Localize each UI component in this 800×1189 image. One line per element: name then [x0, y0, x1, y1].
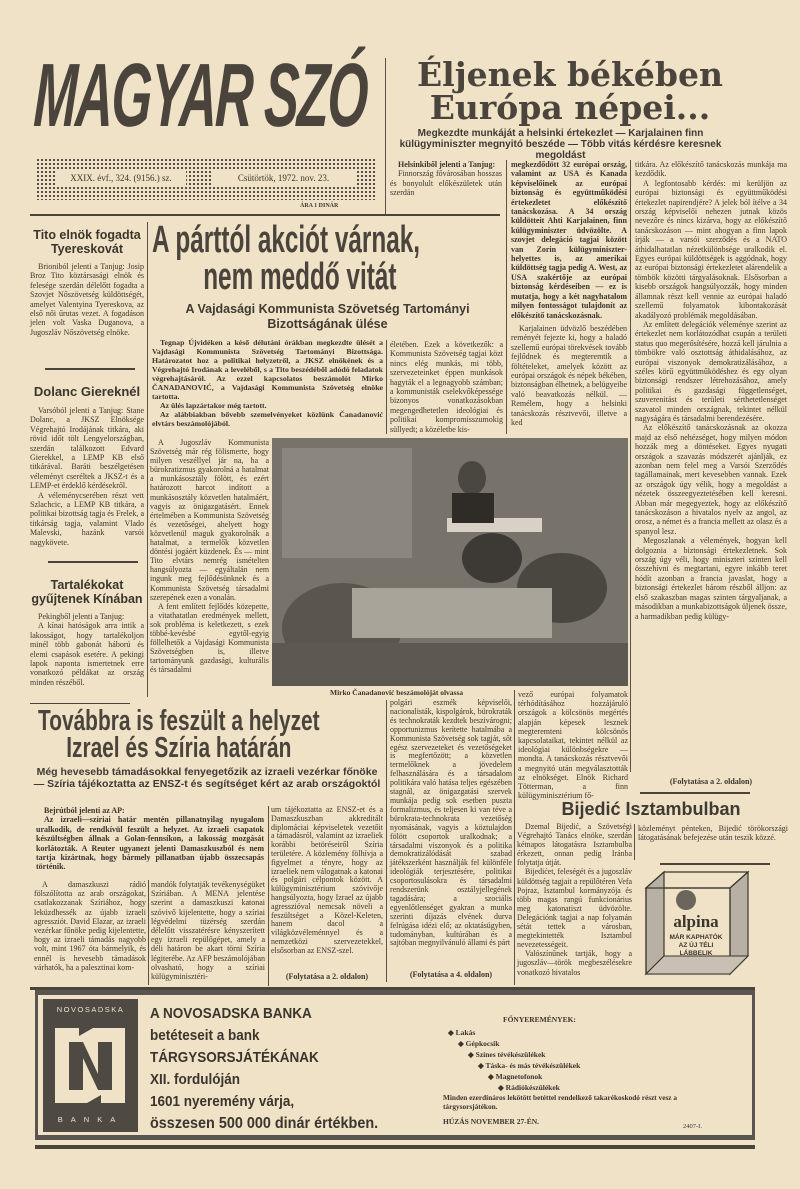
paragraph: um tájékoztatta az ENSZ-et és a Damaszkuszban akkreditált diplomáciai képviseletek vezetőit a támadásról, valamint az izraeliek korábbi betöréseiről Szíria területére. A közlemény fölhívja a figyelmet a tényre, hogy az izraeliek nem válogatnak a katonai és polgári célpontok között. A külügyminisztérium szóvivője hangsúlyozta, hogy Izrael az újabb agresszióval nemcsak növeli a feszültséget a Közel-Keleten, hanem dacol a világközvéleménnyel és a nemzetközi szervezetekkel, elsősorban az ENSZ-szel. — [271, 805, 383, 955]
column-rule — [386, 340, 387, 434]
paragraph: Megoszlanak a vélemények, hogyan kell dolgoznia a biztonsági értekezletnek. Sok ország úgy véli, hogy miniszteri szinten kell összehívni és megtartani, egyre inkább teret hódít azonban a francia javaslat, hogy a biztonsági értekezlet három részből álljon: az első szakaszban magas szinten tárgyaljanak, a másodikban a munkabizottságok üljenek össze, a harmadikban pedig külügy- — [635, 536, 787, 621]
ad-line: XII. fordulóján — [150, 1071, 240, 1088]
israel-headline — [38, 705, 320, 764]
paragraph: Varsóból jelenti a Tanjug: Stane Dolanc, a JKSZ Elnöksége Végrehajtó Irodájának titkára, aki rövid időt tölt Lengyelországban, szerdán találkozott Edvard Gierekkel, a LEMP KB első titkárával. Baráti beszélgetésen véleményt cseréltek a JKSZ-t és a LEMP-et érdeklő kérdésekről. — [30, 406, 144, 491]
helsinki-col4 — [518, 690, 628, 801]
prize-item: ◆ Táska- és más tévékészülékek — [478, 1061, 581, 1070]
issue-number: XXIX. évf., 324. (9156.) sz. — [56, 169, 186, 187]
prize-item: ◆ Magnetofonok — [488, 1072, 543, 1081]
prize-item: ◆ Rádiókészülékek — [498, 1083, 560, 1092]
column-rule — [147, 222, 148, 697]
vajdasag-col-a — [150, 438, 269, 700]
paragraph: Finnország fővárosában hosszas és bonyolult előkészületek után szerdán — [390, 169, 502, 198]
ad-code: 2407-I. — [683, 1123, 702, 1130]
column-rule — [148, 880, 149, 985]
paragraph: A Jugoszláv Kommunista Szövetség már rég fölismerte, hogy milyen veszéllyel jár na, ha a bürokratizmus gyakorolná a hatalmat a munkásosztály fölött, és ezért határozott harcot indított a munkásosztály közvetlen hatalmáért, vagyis az önigazgatásért. Ennek értelmében a Kommunista Szövetség és vezetőségei, ahelyett hogy közvetlenül maguk gyakorolnák a hatalmat, a termelők közvetlen döntési jogáért küzdenek. És — mint Tito elvtárs nemrég ismételten hangsúlyozta — egyáltalán nem ingunk meg fejlődésünknek és a Kommunista Szövetség társadalmi szerepének ezen a vonalán. — [150, 438, 269, 602]
paragraph: vező európai folyamatok térhódításához hozzájáruló országok a kölcsönös megértés alapján képesek lesznek megteremteni kölcsönös kapcsolataikat, tekintet nélkül az ideológiai különbségekre — mondta. A tanácskozás résztvevői a megnyitó után megválasztották az elnökséget. Elnök Richard Tötterman, a finn külügyminisztérium fő- — [518, 690, 628, 801]
israel-col2 — [151, 880, 265, 986]
china-headline: Tartalékokat gyűjtenek Kínában — [31, 578, 143, 606]
dateline: Pekingből jelenti a Tanjug: — [38, 612, 125, 621]
paragraph: Az izraeli—szíriai határ mentén pillanatnyilag nyugalom uralkodik, de rendkívül feszült a helyzet. Az izraeli csapatok készültségben állnak a Golan-fennsíkon, a lakosság mozgását korlátozták. A Reuter ugyanezt jelenti Damaszkuszból és nem tartja kizártnak, hogy bármely pillanatban újabb összecsapás történik. — [36, 815, 264, 872]
prize-label: Színes tévékészülékek — [475, 1050, 546, 1059]
price: ÁRA 1 DINÁR — [300, 203, 339, 209]
ad-line: A NOVOSADSKA BANKA — [150, 1005, 312, 1022]
prize-label: Rádiókészülékek — [505, 1083, 560, 1092]
prize-item: ◆ Lakás — [448, 1028, 476, 1037]
headline-line: Továbbra is feszült a helyzet — [38, 705, 320, 737]
china-body — [30, 612, 144, 698]
divider — [640, 792, 750, 794]
bijedic-col2 — [638, 824, 788, 860]
paragraph: A kínai hatóságok arra intik a lakosságot, hogy tartalékoljon minél több gabonát háború és elemi csapások esetére. A pekingi lapok naponta ismertetnek erre vonatkozó példákat az ország minden részéből. — [30, 621, 144, 687]
vajdasag-col-b — [390, 340, 503, 434]
bank-note: Minden ezerdináros lekötött betéttel rendelkező takarékoskodó részt vesz a tárgysorsjátékon. — [443, 1093, 677, 1111]
divider — [385, 58, 386, 216]
vajdasag-lead — [152, 338, 383, 436]
column-rule — [268, 806, 269, 986]
prize-label: Magnetofonok — [495, 1072, 543, 1081]
paragraph: életében. Ezek a következők: a Kommunista Szövetség tagjai közt nincs elég munkás, mi több, szervezeteinket éppen munkások hagyták el a legnagyobb számban; a kommunisták cselekvőképessége bizonyos vonatkozásokban megengedhetetlen ideológiai és politikai kompromisszumokig süllyedt; a közéletbe kis- — [390, 340, 503, 434]
divider — [48, 561, 138, 563]
ad-line: betéteseit a bank — [150, 1027, 260, 1044]
paragraph: közleményt pénteken, Bijedić törökországi látogatásának befejezése után teszik közzé. — [638, 824, 788, 843]
helsinki-headline — [400, 55, 740, 127]
paragraph: A legfontosabb kérdés: mi kerüljön az európai biztonsági és együttműködési értekezlet napirendjére? A jelek ból ítélve a 34 ország képviselői nehezen jutnak közös nevezőre és nincs kizárva, hogy az előkészítő tanácskozáson — mint ahogyan a finn lapok írják — a varsói szerződés és a NATO áthidalhatatlan nézetkülönbsége uralkodik el. Egyes európai küldöttségek is aggódnak, hogy az európai biztonsági értekezletet alárendelik a tömbök közötti tárgyalásoknak. Elsősorban a kisebb országok hangsúlyozzák, hogy minden államnak részt kell vennie az európai haladó szellemű folyamatok kibontakozását akadályozó problémák megoldásában. — [635, 178, 787, 320]
paragraph: Dzemal Bijedić, a Szövetségi Végrehajtó Tanács elnöke, szerdán kétnapos látogatásra Isztambulba érkezett, onnan pedig Iránba folytatja útját. — [517, 822, 632, 868]
bank-ad-text — [150, 1003, 378, 1135]
tagline-line: MÁR KAPHATÓK — [669, 934, 723, 941]
helsinki-col1 — [390, 160, 502, 204]
prizes-list — [448, 1027, 580, 1093]
headline-line: Izrael és Szíria határán — [66, 732, 292, 764]
column-rule — [386, 700, 387, 982]
dolanc-headline: Dolanc Giereknél — [33, 384, 141, 399]
dateline: Helsinkiből jelenti a Tanjug: — [398, 160, 496, 169]
vajdasag-subhead: A Vajdasági Kommunista Szövetség Tartományi Bizottságának ülése — [185, 302, 470, 331]
continued-note: (Folytatása a 4. oldalon) — [409, 970, 493, 979]
headline-line: A párttól akciót várnak, — [152, 219, 421, 261]
masthead-logo: MAGYAR SZÓ — [32, 46, 369, 146]
prize-item: ◆ Gépkocsik — [458, 1039, 500, 1048]
israel-subhead: Még hevesebb támadásokkal fenyegetőzik az izraeli vezérkar főnöke — Szíria tájékoztatta az ENSZ-t és segítséget kért az arab országoktól — [33, 766, 381, 790]
helsinki-col2 — [511, 160, 627, 436]
prize-label: Táska- és más tévékészülékek — [485, 1061, 581, 1070]
photo-caption: Mirko Čanadanović beszámolóját olvassa — [330, 688, 464, 697]
paragraph: A fent említett fejlődés közepette, a vitathatatlan eredmények mellett, sok probléma is keletkezett, s ezek többé-kevésbé egytől-egyig föllelhetők a Vajdasági Kommunista Szövetségben is, illetve tartományunk gazdasági, kulturális és társadalmi — [150, 601, 269, 675]
divider — [30, 214, 500, 216]
paragraph: Az ülés lapzártakor még tartott. — [160, 401, 267, 410]
bank-logo — [43, 999, 138, 1132]
masthead-info-bar — [36, 158, 376, 200]
prizes-title: FŐNYEREMÉNYEK: — [503, 1015, 576, 1024]
paragraph: Az alábbiakban bővebb szemelvényeket közlünk Čanadanović elvtárs beszámolójából. — [152, 410, 383, 428]
alpina-brand: alpina — [673, 912, 719, 931]
prize-label: Lakás — [455, 1028, 476, 1037]
column-rule — [506, 160, 507, 434]
israel-lead — [36, 806, 264, 876]
alpina-tagline — [656, 934, 736, 958]
bijedic-col1 — [517, 822, 632, 986]
draw-date: HÚZÁS NOVEMBER 27-ÉN. — [443, 1117, 540, 1126]
column-rule — [514, 690, 515, 985]
paragraph: Bijedićet, feleségét és a jugoszláv küldöttség tagjait a repülőtéren Vefa Pojraz, Isztambul kormányzója és több magas rangú funkcionárius meg katonatiszt üdvözölte. Delegációnk tagjai a nap folyamán sétát tettek a városban, megtekintették Isztambul nevezetességeit. — [517, 867, 632, 950]
column-rule — [634, 824, 635, 860]
headline-line: Európa népei... — [429, 88, 711, 127]
ad-line: összesen 500 000 dinár értékben. — [150, 1115, 379, 1132]
tagline-line: LÁBBELIK — [679, 950, 713, 957]
paragraph: Tegnap Újvidéken a késő délutáni órákban megkezdte ülését a Vajdasági Kommunista Szövetség Tartományi Bizottsága. Határozatot hoz a politikai helyzetről, a JKSZ elnökének és a Végrehajtó Irodának a leveléből, s a Tito beszédéből adódó feladatok végrehajtásáról. Az ezzel kapcsolatos beszámolót Mirko ČANADANOVIĆ, a Vajdasági Kommunista Szövetség elnöke tartotta. — [152, 338, 383, 401]
helsinki-col3 — [635, 160, 787, 772]
paragraph: titkára. Az előkészítő tanácskozás munkája ma kezdődik. — [635, 160, 787, 179]
logo-dot — [676, 890, 696, 910]
israel-col1 — [34, 880, 146, 986]
paragraph: polgári eszmék képviselői, nacionalisták, kispolgárok, bürokraták és technokraták kezdtek beszivárogni; opportunizmus kerítette hatalmába a Kommunista Szövetség sok tagját, sőt egész szervezeteket és vezetőségeket is megfertőzött; a közvetlen termelőknek a jövedelem felhasználására és a társadalom politikára való hatása teljes egészében stagnál, az önigazgatási szervek munkája pedig sok esetben puszta formalizmus, és teljesen ki van téve a bürokrata-technokrata vezetőség nyomásának, vagyis a köztulajdon fölött csoportok uralkodnak; a társadalmi viszonyok és a politika demokratizálódását szabad játékszerként használják fel különféle ideológiák terjesztésére, politikai csoportosulásokra és társadalmi rendszerünk osztályjellegének tagadására; a szociális egyenlőtlenséget gyakran a munka szerinti díjazás elvének durva felrúgása idézi elő; az oktatásügyben, tudományban, kultúrában és a sajtóban megnyilvánuló állami és párt — [390, 698, 512, 948]
helsinki-subhead: Megkezdte munkáját a helsinki értekezlet — Karjalainen finn külügyminiszter megnyitó beszéde — Több vitás kérdésre keresnek megoldást — [399, 128, 722, 161]
divider — [660, 863, 770, 865]
paragraph: A damaszkuszi rádió fölszólította az arab országokat, csatlakozzanak Szíriához, hogy leküzdhessék az újabb izraeli agressziót. David Elazar, az izraeli vezérkar főnöke pedig kijelentette, hogy az izraeli támadás nagyobb volt, mint 1967 óta bármelyik, és ennél is hevesebb támadások várhatók, ha a palesztinai kom- — [34, 880, 146, 972]
bijedic-headline: Bijedić Isztambulban — [561, 799, 741, 819]
divider — [35, 1145, 755, 1149]
column-rule — [630, 160, 631, 772]
prize-label: Gépkocsik — [465, 1039, 500, 1048]
vajdasag-headline — [152, 219, 421, 298]
israel-col3 — [271, 806, 383, 968]
ad-line: 1601 nyeremény várja, — [150, 1093, 295, 1110]
paragraph: Brioniból jelenti a Tanjug: Josip Broz Tito köztársasági elnök és felesége szerdán délelőtt fogadta a Szovjet Nőszövetség küldöttségét, amelyet Valentyina Tyereskova, az első női űrutas vezet. A fogadáson jelen volt Vaska Duganova, a Jugoszláv Nőszövetség elnöke. — [30, 262, 144, 337]
paragraph: Valószínűnek tartják, hogy a jugoszláv—török megbeszélésekre vonatkozó hivatalos — [517, 949, 632, 977]
dolanc-body — [30, 406, 144, 556]
photo-image — [272, 438, 628, 686]
paragraph: Az említett delegációk véleménye szerint az értekezlet nem korlátozódhat csupán a területi status quo megerősítésére, hozzá kell járulnia a tömbökre való osztottság áthidalásához, az európai viszonyok demokratizálásához, a széles körű együttműködéshez és egy olyan biztonsági rendszer létrehozásához, amely politikai és gazdasági függetlenséget, szuverenitást és területi sérthetetlenséget szavatol minden országnak, tekintet nélkül nagyságára és társadalmi berendezésére. — [635, 319, 787, 423]
paragraph: Az előkészítő tanácskozásnak az okozza majd az első nehézséget, hogy milyen módon hozzák meg a döntéseket. Egyes nyugati országok a szavazás módszerét ajánlják, ez azonban nem felel meg a Varsói Szerződés tagállamainak, mert kevesebben vannak. Ezek az országok úgy vélik, hogy a megoldást a nézetek összeegyeztetésében kell keresni. Abban már megegyeztek, hogy az előkészítő tanácskozáson a hivatalos nyelv az angol, az orosz, a német és a francia mellett az olasz és a spanyol lesz. — [635, 423, 787, 536]
bank-ad — [35, 990, 755, 1140]
tito-body — [30, 262, 144, 362]
logo-text: BANKA — [57, 1115, 124, 1124]
bank-logo-icon — [43, 1018, 138, 1113]
logo-text: NOVOSADSKA — [56, 1005, 125, 1014]
issue-date: Csütörtök, 1972. nov. 23. — [211, 169, 356, 187]
paragraph: mandók folytatják tevékenységüket Szíriában. A MENA jelentése szerint a damaszkuszi katonai szóvivő kijelentette, hogy a szíriai légvédelmi tüzérség szerdán délelőtt visszatérésre kényszerített egy izraeli repülőgépet, amely a déli határon be akart törni Szíria légiterébe. Az AFP beszámolójában olvasható, hogy a szíriai külügyminisztéri- — [151, 880, 265, 982]
headline-line: nem meddő vitát — [203, 256, 397, 298]
paragraph: megkezdődött 32 európai ország, valamint az USA és Kanada képviselőinek az európai biztonság és együttműködési értekezletet előkészítő tanácskozása. A 34 ország küldötteit Ahti Karjalainen, finn külügyminiszter üdvözölte. A szovjet delegáció tagjai között van Zorin külügyminiszter-helyettes is, az amerikai küldöttség tagja pedig A. West, az USA szakértője az európai biztonság kérdéseiben — ez is mutatja, hogy a két nagyhatalom milyen fontosságot tulajdonít az előkészítő tanácskozásnak. — [511, 160, 627, 320]
alpina-ad — [644, 870, 750, 976]
continued-note: (Folytatása a 2. oldalon) — [285, 972, 369, 981]
ad-line: TÁRGYSORSJÁTÉKÁNAK — [150, 1049, 319, 1066]
vajdasag-col-c — [390, 699, 512, 967]
dateline: Bejrútból jelenti az AP: — [44, 806, 125, 815]
paragraph: A véleménycserében részt vett Szlachcic, a LEMP KB titkára, a politikai bizottság tagja és Frelek, a titkárság tagja, valamint Vlado Malevski, hazánk varsói nagykövete. — [30, 490, 144, 547]
divider — [30, 703, 130, 704]
continued-note: (Folytatása a 2. oldalon) — [669, 777, 753, 786]
tito-headline: Tito elnök fogadta Tyereskovát — [33, 228, 141, 256]
prize-item: ◆ Színes tévékészülékek — [468, 1050, 546, 1059]
divider — [45, 368, 135, 370]
photo-meeting — [272, 438, 628, 686]
tagline-line: AZ ÚJ TÉLI — [678, 942, 714, 949]
paragraph: Karjalainen üdvözlő beszédében reményét fejezte ki, hogy a haladó szellemű európai törekvések tovább fejlődnek és megteremtik a föltételeket, amelyek között az európai országok és népek békében, biztonságban élhetnek, a belügyeibe való beavatkozás nélkül. — Remélem, hogy a helsinki tanácskozás résztvevői, illetve a ked — [511, 323, 627, 427]
headline-line: Éljenek békében — [417, 55, 723, 94]
